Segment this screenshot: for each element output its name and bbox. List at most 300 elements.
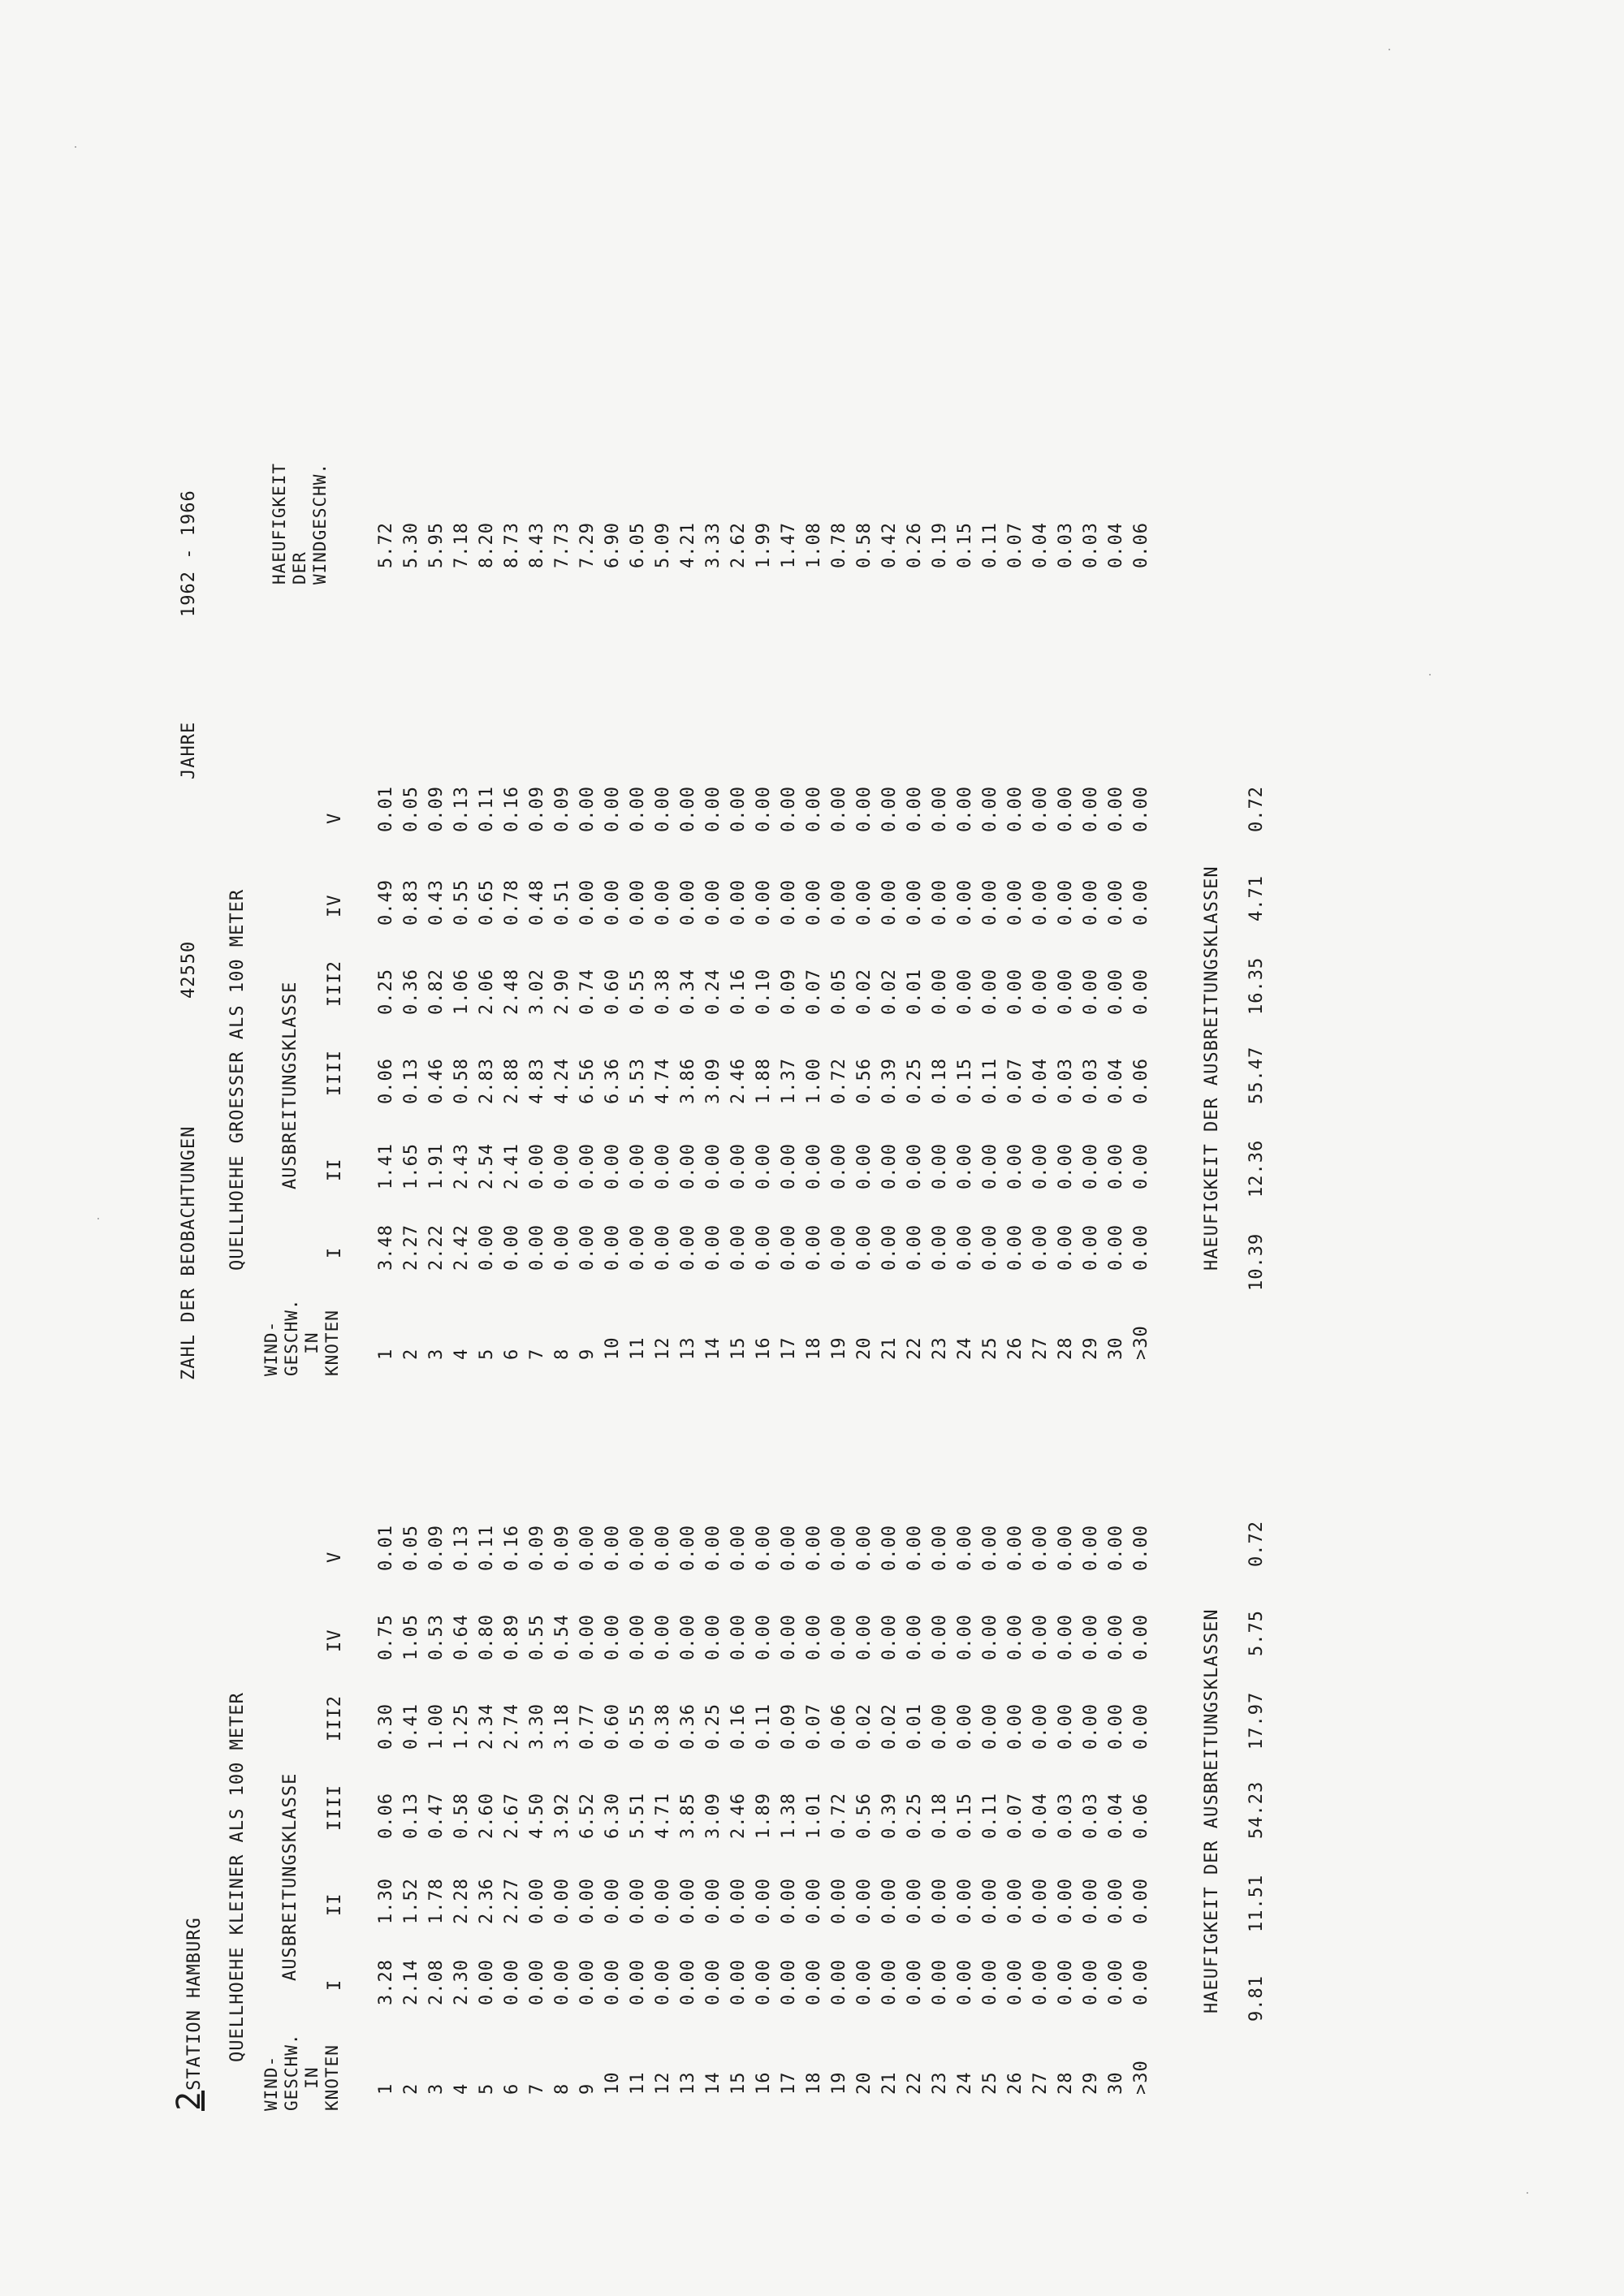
- table-cell: 2.14: [401, 1959, 421, 2005]
- table-cell: 0.00: [678, 786, 698, 832]
- table-cell: 3: [426, 2082, 447, 2095]
- table-cell: 0.05: [829, 969, 849, 1015]
- table-cell: 0.03: [1081, 1058, 1101, 1104]
- table-cell: 0.00: [577, 1143, 598, 1189]
- table-cell: 0.02: [854, 969, 875, 1015]
- table-cell: 0.58: [451, 1058, 472, 1104]
- table-cell: 2.22: [426, 1224, 447, 1271]
- table-cell: 0.00: [728, 786, 749, 832]
- table-cell: 0.11: [980, 1793, 1000, 1839]
- table-cell: 0.51: [552, 879, 572, 926]
- table-cell: 1.37: [779, 1058, 799, 1104]
- table-cell: 0.07: [804, 1703, 824, 1750]
- table-cell: 22: [905, 1336, 925, 1360]
- table-cell: 0.00: [577, 1224, 598, 1271]
- left-class-header-v: V: [325, 1551, 345, 1563]
- table-cell: 0.00: [653, 786, 673, 832]
- table-cell: 15: [728, 2071, 749, 2095]
- table-cell: 0.39: [879, 1058, 900, 1104]
- table-cell: 3.33: [703, 522, 723, 568]
- table-cell: 0.00: [1131, 1525, 1151, 1571]
- right-speed-header: WIND- GESCHW. IN KNOTEN: [261, 1298, 342, 1376]
- table-cell: 12: [653, 2071, 673, 2095]
- table-cell: 10: [603, 2071, 623, 2095]
- table-cell: 0.26: [905, 522, 925, 568]
- table-cell: 0.10: [754, 969, 774, 1015]
- table-cell: 0.56: [854, 1793, 875, 1839]
- table-cell: 0.00: [1056, 969, 1076, 1015]
- left-summary-iii2: 17.97: [1246, 1691, 1267, 1750]
- table-cell: 0.72: [829, 1793, 849, 1839]
- table-cell: 0.00: [854, 1614, 875, 1660]
- table-cell: 4: [451, 1348, 472, 1360]
- table-cell: 0.00: [1005, 1878, 1026, 1924]
- right-class-header-i: I: [325, 1246, 345, 1258]
- table-cell: 0.00: [955, 1703, 975, 1750]
- table-cell: 26: [1005, 2071, 1026, 2095]
- table-cell: 0.00: [603, 1959, 623, 2005]
- table-cell: 3.09: [703, 1058, 723, 1104]
- table-cell: 0.00: [703, 1959, 723, 2005]
- table-cell: 1.99: [754, 522, 774, 568]
- table-cell: 0.00: [980, 879, 1000, 926]
- table-cell: 0.00: [779, 1525, 799, 1571]
- table-cell: 0.00: [1030, 1525, 1051, 1571]
- table-cell: 0.00: [502, 1959, 522, 2005]
- right-column-iii2: [374, 969, 1154, 1015]
- table-cell: 0.38: [653, 969, 673, 1015]
- table-cell: 14: [703, 2071, 723, 2095]
- table-cell: 0.00: [527, 1224, 547, 1271]
- table-cell: 4.74: [653, 1058, 673, 1104]
- table-cell: 0.00: [955, 1878, 975, 1924]
- table-cell: 4.71: [653, 1793, 673, 1839]
- rotated-table-sheet: [171, 146, 1502, 2111]
- table-cell: 1.30: [376, 1878, 396, 1924]
- table-cell: 0.00: [1030, 1703, 1051, 1750]
- table-cell: 0.60: [603, 1703, 623, 1750]
- table-cell: 0.02: [879, 1703, 900, 1750]
- table-cell: 0.00: [703, 1224, 723, 1271]
- table-cell: 0.00: [1081, 1224, 1101, 1271]
- table-cell: 0.00: [678, 879, 698, 926]
- table-cell: 0.00: [754, 1614, 774, 1660]
- table-cell: 0.00: [905, 1224, 925, 1271]
- station-name: STATION HAMBURG: [184, 1917, 205, 2091]
- table-cell: 0.00: [1005, 786, 1026, 832]
- table-cell: 0.00: [628, 1143, 648, 1189]
- table-cell: 0.36: [678, 1703, 698, 1750]
- table-cell: 0.58: [451, 1793, 472, 1839]
- table-cell: 0.00: [653, 1959, 673, 2005]
- observations-value: 42550: [179, 940, 199, 999]
- table-cell: 0.01: [905, 969, 925, 1015]
- right-summary-i: 10.39: [1246, 1232, 1267, 1291]
- table-cell: 0.00: [955, 969, 975, 1015]
- table-cell: 0.00: [1005, 1143, 1026, 1189]
- right-column-iv: [374, 879, 1154, 926]
- table-cell: 2.62: [728, 522, 749, 568]
- right-summary-ii: 12.36: [1246, 1139, 1267, 1198]
- table-cell: 26: [1005, 1336, 1026, 1360]
- table-cell: 0.00: [678, 1143, 698, 1189]
- table-cell: 0.00: [854, 1224, 875, 1271]
- table-cell: 2: [401, 2082, 421, 2095]
- table-cell: 0.00: [829, 879, 849, 926]
- table-cell: 8.73: [502, 522, 522, 568]
- right-summary-iiii: 55.47: [1246, 1046, 1267, 1104]
- table-cell: 0.00: [653, 1143, 673, 1189]
- table-cell: 0.00: [502, 1224, 522, 1271]
- table-cell: 0.00: [930, 1614, 950, 1660]
- table-cell: 17: [779, 2071, 799, 2095]
- table-cell: 1.89: [754, 1793, 774, 1839]
- table-cell: 0.00: [1005, 969, 1026, 1015]
- table-cell: 0.00: [905, 1878, 925, 1924]
- table-cell: 0.55: [527, 1614, 547, 1660]
- table-cell: 0.25: [703, 1703, 723, 1750]
- table-cell: 0.00: [980, 969, 1000, 1015]
- table-cell: 0.00: [754, 1143, 774, 1189]
- left-column-iiii: [374, 1793, 1154, 1839]
- table-cell: 2.34: [477, 1703, 497, 1750]
- table-cell: 6.52: [577, 1793, 598, 1839]
- observations-label: ZAHL DER BEOBACHTUNGEN: [179, 1125, 199, 1380]
- scan-speck: [1389, 49, 1390, 50]
- table-cell: 0.02: [854, 1703, 875, 1750]
- table-cell: 13: [678, 1336, 698, 1360]
- scan-speck: [1429, 674, 1431, 675]
- table-cell: 0.00: [477, 1224, 497, 1271]
- table-cell: 0.00: [779, 1614, 799, 1660]
- table-cell: 21: [879, 2071, 900, 2095]
- table-cell: 7.73: [552, 522, 572, 568]
- table-cell: 0.38: [653, 1703, 673, 1750]
- table-cell: 3.86: [678, 1058, 698, 1104]
- table-cell: 0.00: [905, 1614, 925, 1660]
- table-cell: 0.00: [779, 786, 799, 832]
- right-class-header-ii: II: [325, 1158, 345, 1181]
- table-cell: 29: [1081, 1336, 1101, 1360]
- table-cell: 0.00: [1030, 969, 1051, 1015]
- table-cell: 2.30: [451, 1959, 472, 2005]
- table-cell: 0.00: [829, 1878, 849, 1924]
- table-cell: 7.29: [577, 522, 598, 568]
- table-cell: 0.80: [477, 1614, 497, 1660]
- table-cell: 0.03: [1081, 1793, 1101, 1839]
- table-cell: 0.00: [1106, 1959, 1126, 2005]
- table-cell: 0.07: [804, 969, 824, 1015]
- table-cell: 0.00: [1030, 1878, 1051, 1924]
- table-cell: 0.00: [804, 879, 824, 926]
- table-cell: 0.00: [1131, 1614, 1151, 1660]
- table-cell: 0.00: [804, 1878, 824, 1924]
- table-cell: 0.00: [1081, 786, 1101, 832]
- table-cell: 0.00: [1005, 1525, 1026, 1571]
- table-cell: 5.30: [401, 522, 421, 568]
- page-number: 2: [171, 2090, 208, 2111]
- table-cell: 0.00: [603, 1143, 623, 1189]
- table-cell: 0.00: [552, 1878, 572, 1924]
- table-cell: 0.09: [779, 969, 799, 1015]
- table-cell: 5.53: [628, 1058, 648, 1104]
- table-cell: 0.77: [577, 1703, 598, 1750]
- table-cell: 0.00: [1131, 1224, 1151, 1271]
- table-cell: 0.00: [1081, 1878, 1101, 1924]
- table-cell: 0.07: [1005, 1058, 1026, 1104]
- table-cell: 0.00: [930, 1959, 950, 2005]
- table-cell: 0.00: [829, 1614, 849, 1660]
- table-cell: 0.01: [376, 786, 396, 832]
- table-cell: 6.05: [628, 522, 648, 568]
- right-summary-label: HAEUFIGKEIT DER AUSBREITUNGSKLASSEN: [1202, 865, 1222, 1271]
- table-cell: 0.06: [1131, 1793, 1151, 1839]
- table-cell: 8.20: [477, 522, 497, 568]
- table-cell: 2.54: [477, 1143, 497, 1189]
- table-cell: 0.00: [854, 1525, 875, 1571]
- table-cell: 0.06: [829, 1703, 849, 1750]
- table-cell: 0.00: [577, 1614, 598, 1660]
- table-cell: 5.51: [628, 1793, 648, 1839]
- table-cell: 0.00: [678, 1614, 698, 1660]
- table-cell: 0.43: [426, 879, 447, 926]
- left-class-header-iiii: IIII: [325, 1785, 345, 1831]
- table-cell: 0.00: [1030, 1224, 1051, 1271]
- table-cell: 1.52: [401, 1878, 421, 1924]
- table-cell: 0.00: [829, 1224, 849, 1271]
- table-cell: 0.00: [955, 786, 975, 832]
- table-cell: 5.09: [653, 522, 673, 568]
- table-cell: 0.00: [628, 1525, 648, 1571]
- table-cell: 0.00: [779, 879, 799, 926]
- table-cell: 0.11: [980, 522, 1000, 568]
- table-cell: 9: [577, 1348, 598, 1360]
- table-cell: 0.55: [451, 879, 472, 926]
- table-cell: 0.04: [1106, 1058, 1126, 1104]
- table-cell: 0.00: [628, 1224, 648, 1271]
- table-cell: 0.00: [603, 1878, 623, 1924]
- table-cell: 0.00: [1131, 969, 1151, 1015]
- table-cell: 0.00: [728, 879, 749, 926]
- frequency-column: [374, 522, 1154, 568]
- table-cell: 2.46: [728, 1793, 749, 1839]
- left-summary-v: 0.72: [1246, 1521, 1267, 1567]
- table-cell: 0.00: [980, 1224, 1000, 1271]
- table-cell: 13: [678, 2071, 698, 2095]
- table-cell: 0.00: [1005, 1959, 1026, 2005]
- table-cell: 0.00: [1131, 786, 1151, 832]
- table-cell: 0.60: [603, 969, 623, 1015]
- table-cell: 28: [1056, 1336, 1076, 1360]
- table-cell: 0.00: [930, 1878, 950, 1924]
- table-cell: 0.00: [905, 879, 925, 926]
- table-cell: 0.24: [703, 969, 723, 1015]
- table-cell: 0.04: [1106, 1793, 1126, 1839]
- table-cell: 0.00: [879, 1143, 900, 1189]
- table-cell: 0.56: [854, 1058, 875, 1104]
- table-cell: 0.00: [1081, 1614, 1101, 1660]
- left-column-ii: [374, 1878, 1154, 1924]
- table-cell: 0.00: [678, 1878, 698, 1924]
- scan-speck: [1527, 2192, 1528, 2194]
- table-cell: 0.11: [477, 786, 497, 832]
- table-cell: 0.00: [653, 1224, 673, 1271]
- table-cell: 0.00: [728, 1224, 749, 1271]
- table-cell: >30: [1131, 1325, 1151, 1360]
- left-column-iii2: [374, 1703, 1154, 1750]
- table-cell: 6: [502, 2082, 522, 2095]
- table-cell: 0.00: [905, 786, 925, 832]
- table-cell: 0.25: [376, 969, 396, 1015]
- table-cell: 0.00: [1056, 1224, 1076, 1271]
- table-cell: 0.00: [905, 1959, 925, 2005]
- table-cell: 0.16: [728, 969, 749, 1015]
- table-cell: 2.60: [477, 1793, 497, 1839]
- right-class-header-iii2: III2: [325, 960, 345, 1007]
- table-cell: 0.00: [1030, 1614, 1051, 1660]
- table-cell: 3.92: [552, 1793, 572, 1839]
- table-cell: 0.00: [1131, 1143, 1151, 1189]
- page-header: [171, 1917, 208, 2111]
- table-cell: 0.16: [502, 1525, 522, 1571]
- table-cell: 0.09: [779, 1703, 799, 1750]
- table-cell: 0.13: [451, 786, 472, 832]
- table-cell: 7.18: [451, 522, 472, 568]
- table-cell: 0.00: [552, 1224, 572, 1271]
- left-summary-iv: 5.75: [1246, 1610, 1267, 1656]
- table-cell: 0.00: [930, 1143, 950, 1189]
- table-cell: 0.00: [905, 1525, 925, 1571]
- table-cell: 0.00: [552, 1143, 572, 1189]
- table-cell: 0.78: [502, 879, 522, 926]
- table-cell: 16: [754, 2071, 774, 2095]
- table-cell: 0.00: [728, 1878, 749, 1924]
- table-cell: 0.06: [376, 1058, 396, 1104]
- table-cell: 1.06: [451, 969, 472, 1015]
- table-cell: 0.00: [955, 879, 975, 926]
- table-cell: 0.00: [829, 1143, 849, 1189]
- left-class-header-iii2: III2: [325, 1695, 345, 1741]
- table-cell: 0.00: [930, 1703, 950, 1750]
- table-cell: 0.00: [879, 1224, 900, 1271]
- table-cell: 0.53: [426, 1614, 447, 1660]
- table-cell: 0.75: [376, 1614, 396, 1660]
- table-cell: 4.83: [527, 1058, 547, 1104]
- table-cell: 1: [376, 2082, 396, 2095]
- table-cell: 0.46: [426, 1058, 447, 1104]
- table-cell: 0.00: [980, 1525, 1000, 1571]
- right-class-header-v: V: [325, 812, 345, 824]
- table-cell: 11: [628, 2071, 648, 2095]
- table-cell: 0.09: [426, 786, 447, 832]
- table-cell: 29: [1081, 2071, 1101, 2095]
- left-class-header-i: I: [325, 1979, 345, 1991]
- table-cell: 1.91: [426, 1143, 447, 1189]
- table-cell: 0.00: [1056, 1525, 1076, 1571]
- table-cell: 0.00: [879, 1614, 900, 1660]
- right-summary-iii2: 16.35: [1246, 956, 1267, 1015]
- table-cell: 2.83: [477, 1058, 497, 1104]
- table-cell: 0.03: [1056, 522, 1076, 568]
- table-cell: 2.36: [477, 1878, 497, 1924]
- table-cell: 0.00: [1081, 879, 1101, 926]
- table-cell: 1.38: [779, 1793, 799, 1839]
- right-column-iiii: [374, 1058, 1154, 1104]
- table-cell: 0.00: [1056, 1703, 1076, 1750]
- table-cell: 5: [477, 2082, 497, 2095]
- table-cell: 3.02: [527, 969, 547, 1015]
- table-cell: 2.41: [502, 1143, 522, 1189]
- table-cell: 2.67: [502, 1793, 522, 1839]
- table-cell: 0.00: [1056, 1143, 1076, 1189]
- table-cell: 1.01: [804, 1793, 824, 1839]
- table-cell: 0.00: [628, 1614, 648, 1660]
- table-cell: 2.27: [401, 1224, 421, 1271]
- table-cell: 2.06: [477, 969, 497, 1015]
- table-cell: 0.00: [603, 786, 623, 832]
- table-cell: 7: [527, 2082, 547, 2095]
- table-cell: 4.24: [552, 1058, 572, 1104]
- table-cell: 0.00: [754, 1525, 774, 1571]
- table-cell: 0.00: [754, 879, 774, 926]
- table-cell: 2.88: [502, 1058, 522, 1104]
- table-cell: 0.00: [829, 786, 849, 832]
- table-cell: 0.00: [930, 879, 950, 926]
- table-cell: 0.00: [653, 1614, 673, 1660]
- table-cell: 14: [703, 1336, 723, 1360]
- table-cell: 8: [552, 2082, 572, 2095]
- table-cell: 0.00: [1081, 1143, 1101, 1189]
- table-cell: 0.00: [804, 1525, 824, 1571]
- table-cell: 0.00: [1081, 1703, 1101, 1750]
- table-cell: 1.47: [779, 522, 799, 568]
- left-class-header-ii: II: [325, 1892, 345, 1916]
- table-cell: 0.18: [930, 1058, 950, 1104]
- table-cell: 0.00: [879, 1959, 900, 2005]
- table-cell: 2.48: [502, 969, 522, 1015]
- table-cell: 0.00: [930, 969, 950, 1015]
- table-cell: 0.42: [879, 522, 900, 568]
- table-cell: 0.05: [401, 786, 421, 832]
- right-speed-column: [374, 1325, 1154, 1360]
- table-cell: 0.00: [804, 786, 824, 832]
- table-cell: 0.00: [955, 1525, 975, 1571]
- table-cell: 0.00: [980, 1614, 1000, 1660]
- table-cell: 2: [401, 1348, 421, 1360]
- table-cell: 0.02: [879, 969, 900, 1015]
- table-cell: 0.00: [905, 1143, 925, 1189]
- table-cell: 0.00: [854, 1878, 875, 1924]
- table-cell: 1.65: [401, 1143, 421, 1189]
- table-cell: 0.00: [577, 1959, 598, 2005]
- table-cell: 0.00: [628, 786, 648, 832]
- table-cell: 0.00: [779, 1224, 799, 1271]
- table-cell: 0.00: [1030, 786, 1051, 832]
- table-cell: 0.00: [1106, 786, 1126, 832]
- table-cell: 6.90: [603, 522, 623, 568]
- table-cell: 0.06: [1131, 522, 1151, 568]
- table-cell: 0.00: [804, 1614, 824, 1660]
- table-cell: 30: [1106, 2071, 1126, 2095]
- table-cell: 0.00: [628, 879, 648, 926]
- table-cell: 0.00: [1056, 1878, 1076, 1924]
- table-cell: 2.46: [728, 1058, 749, 1104]
- table-cell: 0.41: [401, 1703, 421, 1750]
- table-cell: 0.00: [1081, 1959, 1101, 2005]
- table-cell: 6.30: [603, 1793, 623, 1839]
- table-cell: 10: [603, 1336, 623, 1360]
- table-cell: 0.00: [703, 879, 723, 926]
